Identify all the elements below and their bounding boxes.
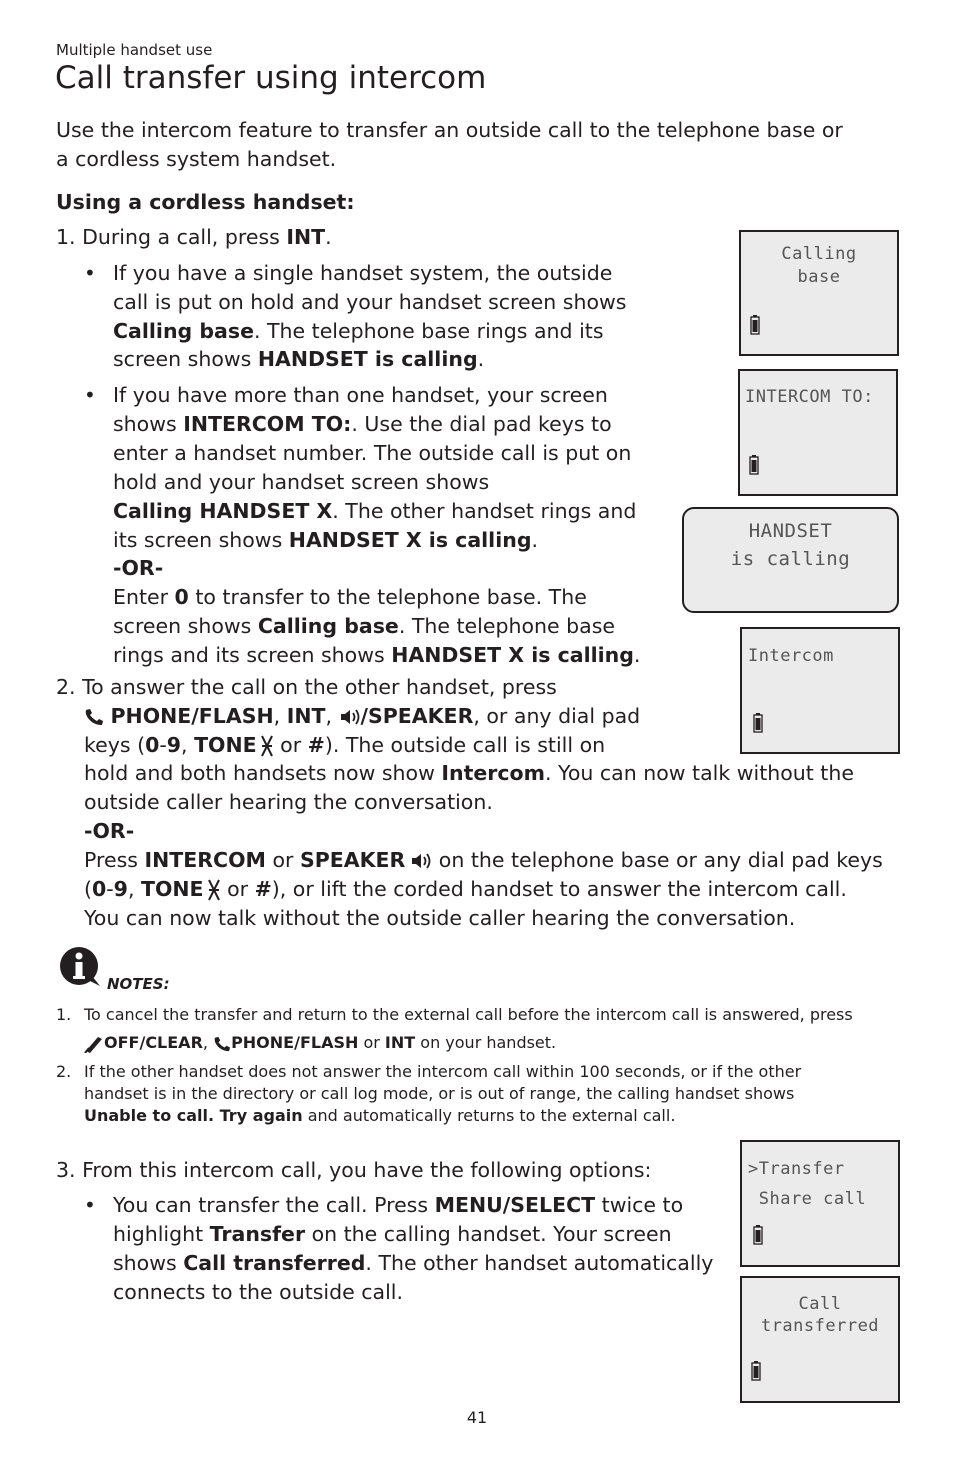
comma: , — [202, 1033, 214, 1052]
subheading: Using a cordless handset: — [56, 190, 355, 214]
press-word: Press — [84, 848, 145, 872]
speaker-key: SPEAKER — [299, 848, 406, 872]
step-3-line-1: 3. From this intercom call, you have the following options: — [56, 1158, 652, 1182]
flash-key: FLASH — [198, 704, 274, 728]
tone-key: TONE — [194, 733, 257, 757]
page-title: Call transfer using intercom — [55, 60, 487, 96]
menu-option-transfer: >Transfer — [748, 1159, 845, 1179]
base-screen-handset-calling — [682, 507, 899, 613]
phone-handset-icon — [84, 708, 104, 726]
menu-option-share-call: Share call — [748, 1189, 867, 1209]
bullet-2-line-5 — [113, 497, 636, 526]
menu-key: MENU/ — [434, 1193, 511, 1217]
highlight-word: highlight — [113, 1222, 210, 1246]
step-2-line-3 — [84, 731, 605, 760]
speaker-icon — [410, 851, 432, 871]
phone-key: PHONE/ — [110, 704, 199, 728]
tone-star-icon — [207, 879, 221, 901]
battery-icon — [751, 1361, 761, 1381]
nine-key: 9 — [113, 877, 128, 901]
bullet-2-line-3: enter a handset number. The outside call is put on — [113, 441, 632, 465]
page-number: 41 — [466, 1408, 488, 1427]
handset-x-calling-term: HANDSET X is calling — [391, 643, 634, 667]
bullet-2-line-6-text: its screen shows — [113, 528, 289, 552]
flash-key: FLASH — [299, 1033, 359, 1052]
or-word: or — [358, 1033, 385, 1052]
screen-transfer-menu — [740, 1140, 900, 1267]
intercom-key: INTERCOM — [144, 848, 266, 872]
comma: , — [127, 877, 141, 901]
int-key: INT — [384, 1033, 416, 1052]
bullet-2-line-9-end: . The telephone base — [398, 614, 615, 638]
step-1-end: . — [325, 225, 332, 249]
bullet-dot: • — [84, 1193, 96, 1217]
phone-key: PHONE/ — [231, 1033, 300, 1052]
screen-line-1: HANDSET — [748, 520, 833, 542]
bullet-1-line-4 — [113, 345, 484, 374]
bullet-2-line-8 — [113, 583, 587, 612]
note-2-line-2: handset is in the directory or call log mode, or is out of range, the calling handset shows — [84, 1084, 795, 1103]
dash: - — [159, 733, 167, 757]
step-3-bullet-line-3-end: . The other handset automatically — [365, 1251, 714, 1275]
screen-call-transferred — [740, 1276, 900, 1403]
battery-icon — [749, 455, 759, 475]
step-3-bullet-end: twice to — [595, 1193, 684, 1217]
step-2-line-2-end: , or any dial pad — [473, 704, 641, 728]
screen-line-2: transferred — [760, 1316, 880, 1336]
step-2-line-2 — [84, 702, 640, 731]
note-2-line-1: If the other handset does not answer the intercom call within 100 seconds, or if the other — [84, 1062, 802, 1081]
nine-key: 9 — [166, 733, 182, 757]
tone-star-icon — [260, 735, 274, 757]
or-word: or — [265, 848, 300, 872]
intercom-to-term: INTERCOM TO: — [183, 412, 352, 436]
step-3-bullet-text: You can transfer the call. Press — [113, 1193, 435, 1217]
screen-intercom-to — [738, 369, 898, 496]
screen-line-2: base — [797, 267, 841, 287]
note-2-number: 2. — [56, 1062, 72, 1081]
battery-icon — [753, 1225, 763, 1245]
battery-icon — [753, 713, 763, 733]
bullet-2-line-10-text: rings and its screen shows — [113, 643, 392, 667]
or-word: or — [220, 877, 255, 901]
bullet-1-line-4-end: . — [477, 347, 485, 371]
intro-line-2: a cordless system handset. — [56, 147, 337, 171]
zero-key: 0 — [145, 733, 160, 757]
screen-line-1: Calling — [781, 244, 857, 264]
calling-handset-term: Calling HANDSET X — [113, 499, 333, 523]
bullet-2-line-5-text: . The other handset rings and — [332, 499, 637, 523]
note-2-line-3 — [84, 1105, 675, 1127]
phone-handset-icon — [213, 1036, 231, 1052]
bullet-2-line-8-text: Enter — [113, 585, 175, 609]
or-separator: -OR- — [113, 556, 164, 580]
bullet-2-line-8-end: to transfer to the telephone base. The — [188, 585, 587, 609]
calling-base-term: Calling base — [257, 614, 399, 638]
off-key: OFF/ — [104, 1033, 146, 1052]
step-2-line-8-end: ), or lift the corded handset to answer the intercom call. — [271, 877, 847, 901]
step-2-line-4-end: . You can now talk without the — [545, 761, 854, 785]
bullet-1-line-1: If you have a single handset system, the outside — [113, 261, 613, 285]
screen-calling-base — [739, 230, 899, 356]
step-3-bullet-line-2-end: on the calling handset. Your screen — [305, 1222, 672, 1246]
screen-line-1: Call — [798, 1294, 842, 1314]
select-key: SELECT — [510, 1193, 596, 1217]
bullet-1-line-3 — [113, 317, 604, 346]
bullet-1-line-3-text: . The telephone base rings and its — [253, 319, 604, 343]
battery-icon — [750, 315, 760, 335]
clear-key: CLEAR — [145, 1033, 203, 1052]
bullet-2-line-4: hold and your handset screen shows — [113, 470, 490, 494]
hash-key: # — [307, 733, 325, 757]
step-3-bullet-line-3 — [113, 1249, 713, 1278]
comma: , — [181, 733, 195, 757]
bullet-2-line-9 — [113, 612, 615, 641]
screen-intercom — [740, 627, 900, 754]
bullet-2-line-6 — [113, 526, 538, 555]
bullet-dot: • — [84, 261, 96, 285]
note-1-line-2 — [84, 1032, 556, 1054]
notes-title: NOTES: — [107, 975, 170, 993]
bullet-1-line-4-text: screen shows — [113, 347, 258, 371]
zero-key: 0 — [174, 585, 189, 609]
step-2-line-4-text: hold and both handsets now show — [84, 761, 442, 785]
screen-line-1: INTERCOM TO: — [745, 387, 874, 407]
intercom-term: Intercom — [441, 761, 545, 785]
screen-line-2: is calling — [730, 548, 851, 570]
bullet-2-line-10 — [113, 641, 640, 670]
transfer-term: Transfer — [209, 1222, 306, 1246]
note-1-number: 1. — [56, 1005, 72, 1024]
zero-key: 0 — [92, 877, 107, 901]
step-2-line-8 — [84, 875, 847, 904]
dash: - — [106, 877, 114, 901]
section-label: Multiple handset use — [56, 41, 213, 59]
step-3-bullet-line-1 — [113, 1191, 683, 1220]
bullet-2-line-9-text: screen shows — [113, 614, 258, 638]
speaker-icon — [339, 707, 361, 727]
handset-calling-term: HANDSET is calling — [257, 347, 478, 371]
handset-x-calling-term: HANDSET X is calling — [288, 528, 532, 552]
calling-base-term: Calling base — [113, 319, 254, 343]
hash-key: # — [254, 877, 272, 901]
note-2-end: and automatically returns to the external call. — [302, 1106, 676, 1125]
bullet-2-line-6-end: . — [531, 528, 539, 552]
int-key: INT — [286, 704, 326, 728]
call-transferred-term: Call transferred — [183, 1251, 366, 1275]
step-2-line-5: outside caller hearing the conversation. — [84, 790, 493, 814]
bullet-2-line-10-end: . — [633, 643, 641, 667]
step-2-line-1: 2. To answer the call on the other handset, press — [56, 675, 557, 699]
intro-paragraph — [56, 116, 843, 174]
or-word: or — [273, 733, 308, 757]
step-2-line-4 — [84, 759, 854, 788]
shows-word: shows — [113, 1251, 184, 1275]
tone-key: TONE — [140, 877, 204, 901]
off-phone-icon — [84, 1035, 104, 1053]
comma: , — [273, 704, 287, 728]
step-2-line-7 — [84, 846, 883, 875]
int-key: INT — [286, 225, 326, 249]
step-1-text: 1. During a call, press — [56, 225, 287, 249]
info-icon — [58, 946, 104, 988]
keys-open: keys ( — [84, 733, 146, 757]
step-2-line-9: You can now talk without the outside caller hearing the conversation. — [84, 906, 796, 930]
step-2-line-7-end: on the telephone base or any dial pad keys — [432, 848, 883, 872]
bullet-dot: • — [84, 383, 96, 407]
or-separator: -OR- — [84, 819, 135, 843]
step-1 — [56, 223, 332, 252]
comma: , — [325, 704, 339, 728]
step-3-bullet-line-2 — [113, 1220, 672, 1249]
paren-open: ( — [84, 877, 92, 901]
step-2-line-3-end: ). The outside call is still on — [324, 733, 606, 757]
bullet-2-line-2 — [113, 410, 612, 439]
unable-to-call-term: Unable to call. Try again — [84, 1106, 303, 1125]
speaker-key: /SPEAKER — [360, 704, 474, 728]
bullet-2-line-2-end: . Use the dial pad keys to — [351, 412, 612, 436]
bullet-2-line-2-text: shows — [113, 412, 184, 436]
screen-line-1: Intercom — [748, 646, 834, 666]
note-1-end: on your handset. — [415, 1033, 557, 1052]
intro-line-1: Use the intercom feature to transfer an outside call to the telephone base or — [56, 118, 843, 142]
bullet-2-line-1: If you have more than one handset, your screen — [113, 383, 608, 407]
note-1-line-1: To cancel the transfer and return to the external call before the intercom call is answered, press — [84, 1005, 853, 1024]
step-3-bullet-line-4: connects to the outside call. — [113, 1280, 404, 1304]
bullet-1-line-2: call is put on hold and your handset screen shows — [113, 290, 627, 314]
